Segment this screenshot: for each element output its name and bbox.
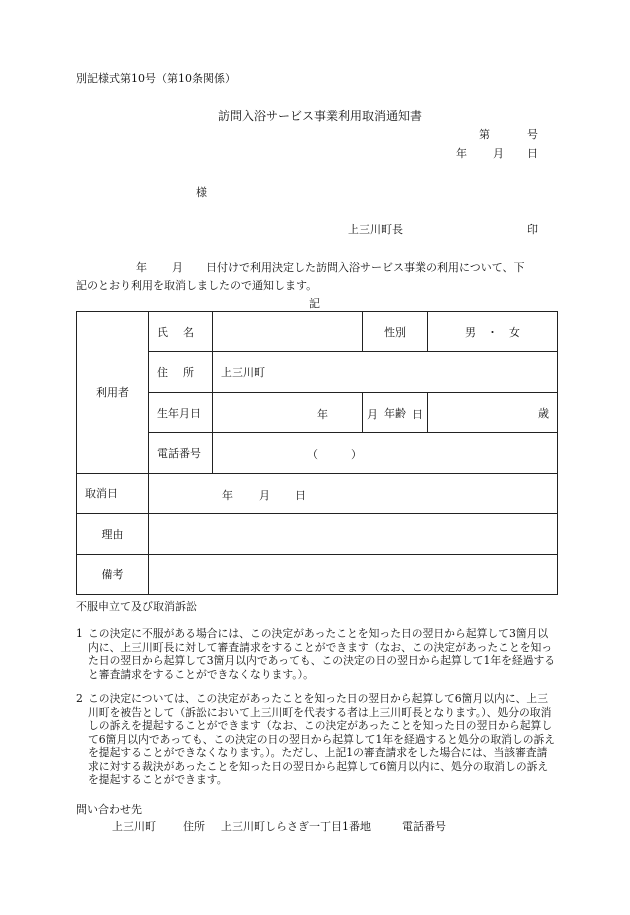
- contact-town: 上三川町: [112, 820, 156, 833]
- birth-year-unit: 年: [317, 407, 328, 421]
- intro-year: 年: [136, 261, 147, 274]
- address-label: 住 所: [149, 352, 213, 392]
- intro-line2: 記のとおり利用を取消しましたので通知します。: [76, 279, 318, 292]
- note-1-number: 1: [76, 627, 83, 640]
- cancel-date-label: 取消日: [77, 473, 149, 513]
- name-label: 氏 名: [149, 312, 213, 352]
- note-2-text: この決定については、この決定があったことを知った日の翌日から起算して6箇月以内に、上三川町を被告として（訴訟において上三川町を代表する者は上三川町長となります。）、処分の取消しの訴えを提起することができます（なお、この決定があったことを知った日の翌日から起算して6箇月以内であっても、この決定の日の翌日から起算して1年を経過すると処分の取消しの訴えを提起することができなくなります。）。ただし、上記1の審査請求をした場合には、当該審査請求に対する裁決があったことを知った日の翌日から起算して6箇月以内に、処分の取消しの訴えを提起することができます。: [88, 692, 556, 786]
- gender-label: 性別: [363, 312, 428, 352]
- address-field[interactable]: 上三川町: [213, 352, 558, 392]
- form-reference: 別記様式第10号（第10条関係）: [76, 72, 236, 85]
- phone-label: 電話番号: [149, 433, 213, 473]
- doc-number-go: 号: [527, 128, 538, 141]
- note-1-text: この決定に不服がある場合には、この決定があったことを知った日の翌日から起算して3箇月以内に、上三川町長に対して審査請求をすることができます（なお、この決定があったことを知った日の翌日から起算して3箇月以内であっても、この決定の日の翌日から起算して1年を経過すると審査請求をすることができなくなります。）。: [88, 627, 556, 681]
- phone-area-code-paren: （ ）: [307, 448, 362, 462]
- note-1: [76, 627, 558, 681]
- gender-options[interactable]: 男 ・ 女: [428, 312, 558, 352]
- contact-address: 上三川町しらさぎ一丁目1番地: [221, 820, 371, 833]
- appeal-heading: 不服申立て及び取消訴訟: [76, 600, 197, 613]
- age-label: 年齢: [363, 392, 428, 432]
- table-row: [77, 433, 558, 473]
- user-group-label: 利用者: [77, 312, 149, 474]
- cancel-year-unit: 年: [222, 488, 233, 502]
- issuer-name: 上三川町長: [348, 223, 403, 236]
- birth-label: 生年月日: [149, 392, 213, 432]
- ki-label: 記: [309, 297, 320, 310]
- table-row: [77, 514, 558, 554]
- reason-label: 理由: [77, 514, 149, 554]
- birth-month-unit: 月: [367, 407, 378, 421]
- reason-field[interactable]: [149, 514, 558, 554]
- phone-field[interactable]: [213, 433, 558, 473]
- form-table: [76, 311, 558, 595]
- table-row: [77, 312, 558, 352]
- document-title: 訪問入浴サービス事業利用取消通知書: [218, 109, 423, 123]
- recipient-honorific: 様: [196, 186, 207, 199]
- contact-phone-label: 電話番号: [402, 820, 446, 833]
- birth-day-unit: 日: [412, 407, 423, 421]
- cancel-month-unit: 月: [259, 488, 270, 502]
- remarks-field[interactable]: [149, 554, 558, 594]
- doc-date-month: 月: [493, 147, 504, 160]
- table-row: [77, 392, 558, 432]
- note-2-number: 2: [76, 692, 83, 705]
- contact-address-label: 住所: [183, 820, 205, 833]
- intro-line1-tail: 日付けで利用決定した訪問入浴サービス事業の利用について、下: [206, 261, 525, 274]
- table-row: [77, 473, 558, 513]
- doc-date-year: 年: [456, 147, 467, 160]
- table-row: [77, 554, 558, 594]
- remarks-label: 備考: [77, 554, 149, 594]
- intro-month: 月: [172, 261, 183, 274]
- contact-heading: 問い合わせ先: [76, 803, 142, 816]
- name-field[interactable]: [213, 312, 363, 352]
- issuer-seal: 印: [527, 223, 538, 236]
- table-row: [77, 352, 558, 392]
- age-field[interactable]: 歳: [428, 392, 558, 432]
- cancel-day-unit: 日: [295, 488, 306, 502]
- doc-number-dai: 第: [479, 128, 490, 141]
- cancel-date-field[interactable]: [149, 473, 558, 513]
- note-2: [76, 692, 558, 787]
- doc-date-day: 日: [527, 147, 538, 160]
